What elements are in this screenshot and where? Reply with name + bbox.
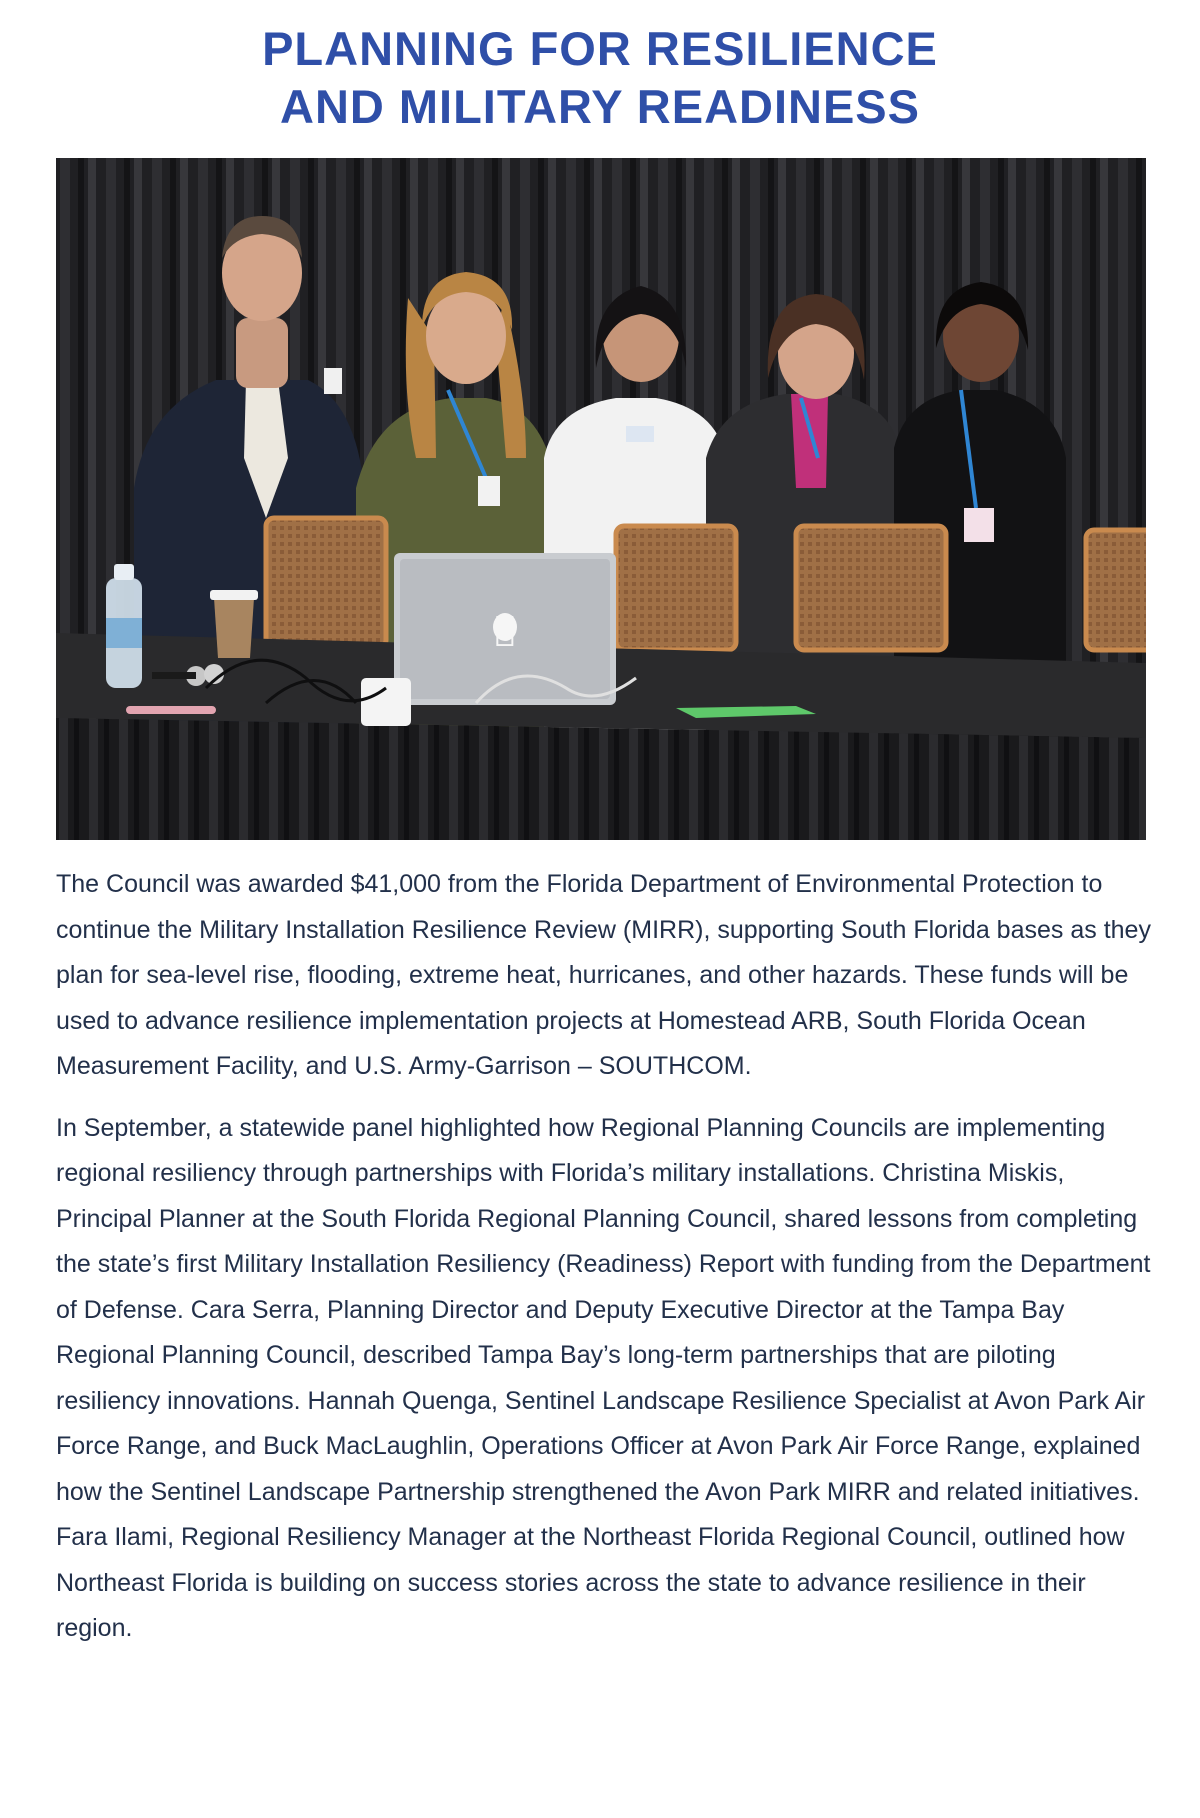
water-bottle <box>106 564 142 688</box>
table-skirt <box>56 718 1146 840</box>
panel-photo-illustration <box>56 158 1146 840</box>
pens <box>126 706 216 714</box>
article-body <box>56 862 1156 1652</box>
article-paragraph-2: In September, a statewide panel highlighted how Regional Planning Councils are implementing regional resiliency through partnerships with Florida’s military installations. Christina Miskis, Principal Planner at the South Florida Regional Planning Council, shared lessons from completing the state’s first Military Installation Resiliency (Readiness) Report with funding from the Department of Defense. Cara Serra, Planning Director and Deputy Executive Director at the Tampa Bay Regional Planning Council, described Tampa Bay’s long-term partnerships that are piloting resiliency innovations. Hannah Quenga, Sentinel Landscape Resilience Specialist at Avon Park Air Force Range, and Buck MacLaughlin, Operations Officer at Avon Park Air Force Range, explained how the Sentinel Landscape Partnership strengthened the Avon Park MIRR and related initiatives. Fara Ilami, Regional Resiliency Manager at the Northeast Florida Regional Council, outlined how Northeast Florida is building on success stories across the state to advance resilience in their region. <box>56 1113 1151 1642</box>
page-title-line-2: AND MILITARY READINESS <box>280 80 920 133</box>
article-paragraph-1: The Council was awarded $41,000 from the Florida Department of Environmental Protection to continue the Military Installation Resilience Review (MIRR), supporting South Florida bases as they plan for sea-level rise, flooding, extreme heat, hurricanes, and other hazards. These funds will be used to advance resilience implementation projects at Homestead ARB, South Florida Ocean Measurement Facility, and U.S. Army-Garrison – SOUTHCOM. <box>56 870 1151 1080</box>
page-title <box>0 20 1200 136</box>
power-adapter <box>361 678 411 726</box>
panel-photo <box>56 158 1146 840</box>
page-title-line-1: PLANNING FOR RESILIENCE <box>262 22 938 75</box>
